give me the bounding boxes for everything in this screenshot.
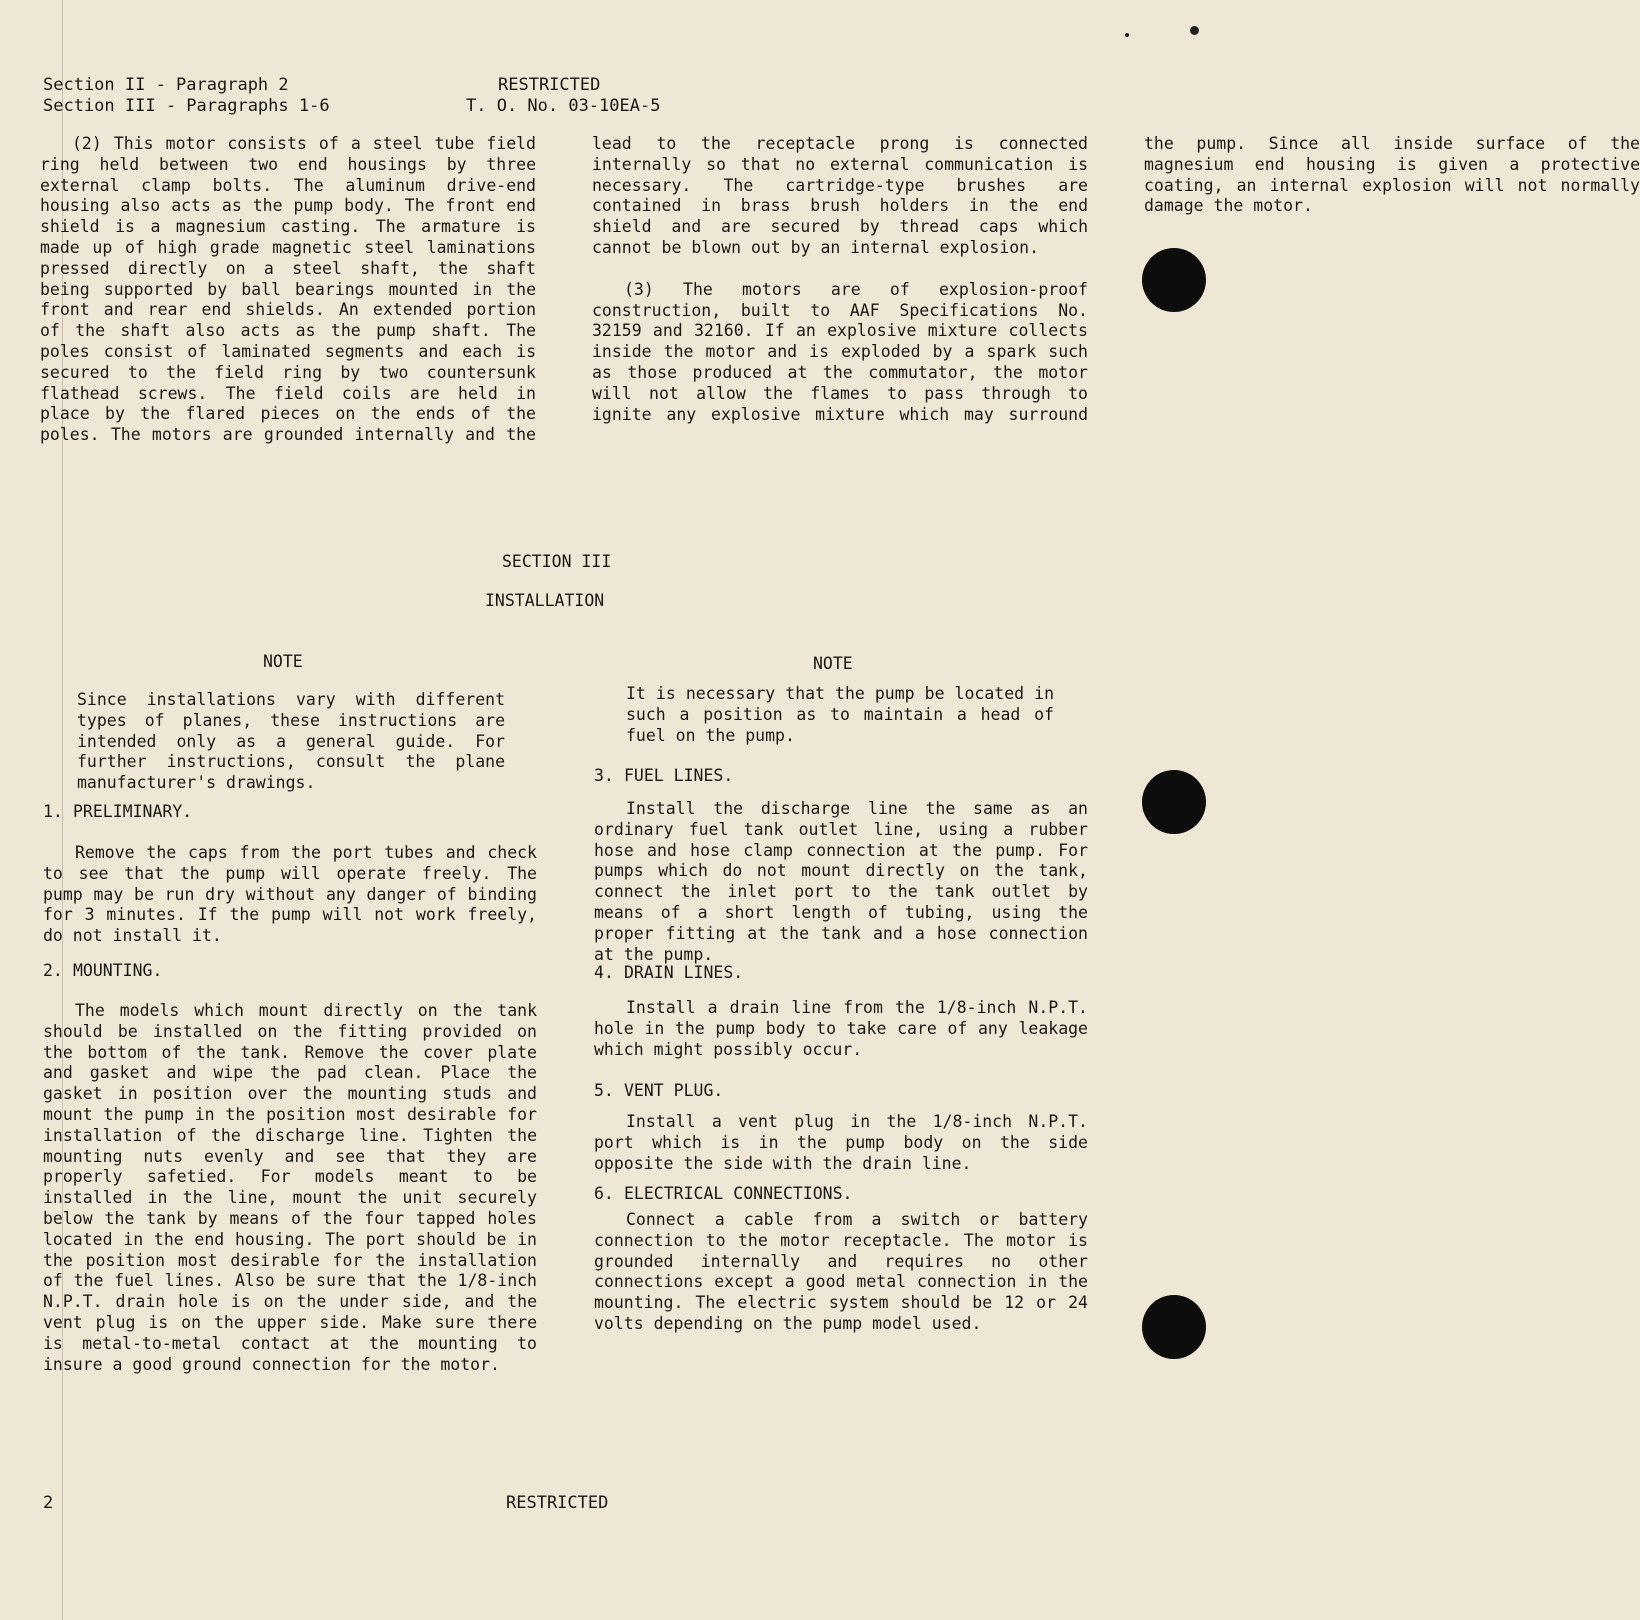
header-left-line1: Section II - Paragraph 2 [43,75,289,95]
note-right-title: NOTE [813,654,853,673]
heading-preliminary: 1. PRELIMINARY. [43,802,193,821]
footer-restricted: RESTRICTED [506,1493,609,1513]
punch-hole-top [1142,248,1206,312]
paragraph-2: (2) This motor consists of a steel tube field ring held between two end housings by three external clamp bolts. The aluminum drive-end housing also acts as the pump body. The front end shield is a magnesium casting. The armature is made up of high grade magnetic steel laminations pressed directly on a steel shaft, the shaft being supported by ball bearings mounted in the front and rear end shields. An extended portion of the shaft also acts as the pump shaft. The poles consist of laminated segments and each is secured to the field ring by two countersunk flathead screws. The field coils are held in place by the flared pieces on the ends of the poles. The motors are grounded internally and the lead to the receptacle prong is connected internally so that no external communication is necessary. The cartridge-type brushes are contained in brass brush holders in the end shield and are secured by thread caps which cannot be blown out by an internal explosion. [40,134,1088,445]
header-to-number: T. O. No. 03-10EA-5 [466,96,661,116]
heading-drain-lines: 4. DRAIN LINES. [594,963,744,982]
text-electrical-connections: Connect a cable from a switch or battery connection to the motor receptacle. The motor is grounded internally and requires no other connections except a good metal connection in the mounting. The electric system should be 12 or 24 volts depending on the pump model used. [594,1210,1088,1333]
text-fuel-lines: Install the discharge line the same as an ordinary fuel tank outlet line, using a rubber hose and hose clamp connection at the pump. For pumps which do not mount directly on the tank, connect the inlet port to the tank outlet by means of a short length of tubing, using the proper fitting at the tank and a hose connection at the pump. [594,799,1088,964]
text-mounting: The models which mount directly on the tank should be installed on the fitting provided on the bottom of the tank. Remove the cover plate and gasket and wipe the pad clean. Place the gasket in position over the mounting studs and mount the pump in the position most desirable for installation of the discharge line. Tighten the mounting nuts evenly and see that they are properly safetied. For models meant to be installed in the line, mount the unit securely below the tank by means of the four tapped holes located in the end housing. The port should be in the position most desirable for the installation of the fuel lines. Also be sure that the 1/8-inch N.P.T. drain hole is on the under side, and the vent plug is on the upper side. Make sure there is metal-to-metal contact at the mounting to insure a good ground connection for the motor. [43,1001,537,1374]
note-right-text: It is necessary that the pump be located in such a position as to maintain a head of fuel on the pump. [626,684,1054,745]
section2-text [40,134,1640,446]
note-left-title: NOTE [263,652,303,671]
punch-hole-middle [1142,770,1206,834]
heading-vent-plug: 5. VENT PLUG. [594,1081,724,1100]
heading-electrical-connections: 6. ELECTRICAL CONNECTIONS. [594,1184,853,1203]
text-preliminary: Remove the caps from the port tubes and check to see that the pump will operate freely. The pump may be run dry without any danger of binding for 3 minutes. If the pump will not work freely, do not install it. [43,843,537,946]
note-left-text: Since installations vary with different types of planes, these instructions are intended only as a general guide. For further instructions, consult the plane manufacturer's drawings. [77,690,505,793]
paragraph-3: (3) The motors are of explosion-proof construction, built to AAF Specifications No. 32159 and 32160. If an explosive mixture collects inside the motor and is exploded by a spark such as those produced at the commutator, the motor will not allow the flames to pass through to ignite any explosive mixture which may surround the pump. Since all inside surface of the magnesium end housing is given a protective coating, an internal explosion will not normally damage the motor. [592,134,1640,424]
text-drain-lines: Install a drain line from the 1/8-inch N.P.T. hole in the pump body to take care of any leakage which might possibly occur. [594,998,1088,1059]
ink-speck [1190,26,1199,35]
page-number: 2 [43,1493,54,1513]
section-title: SECTION III [502,552,612,571]
header-restricted: RESTRICTED [498,75,601,95]
header-left-line2: Section III - Paragraphs 1-6 [43,96,330,116]
heading-mounting: 2. MOUNTING. [43,961,163,980]
punch-hole-bottom [1142,1295,1206,1359]
text-vent-plug: Install a vent plug in the 1/8-inch N.P.T. port which is in the pump body on the side opposite the side with the drain line. [594,1112,1088,1173]
section-subtitle: INSTALLATION [485,591,605,610]
ink-speck [1125,33,1129,37]
heading-fuel-lines: 3. FUEL LINES. [594,766,734,785]
